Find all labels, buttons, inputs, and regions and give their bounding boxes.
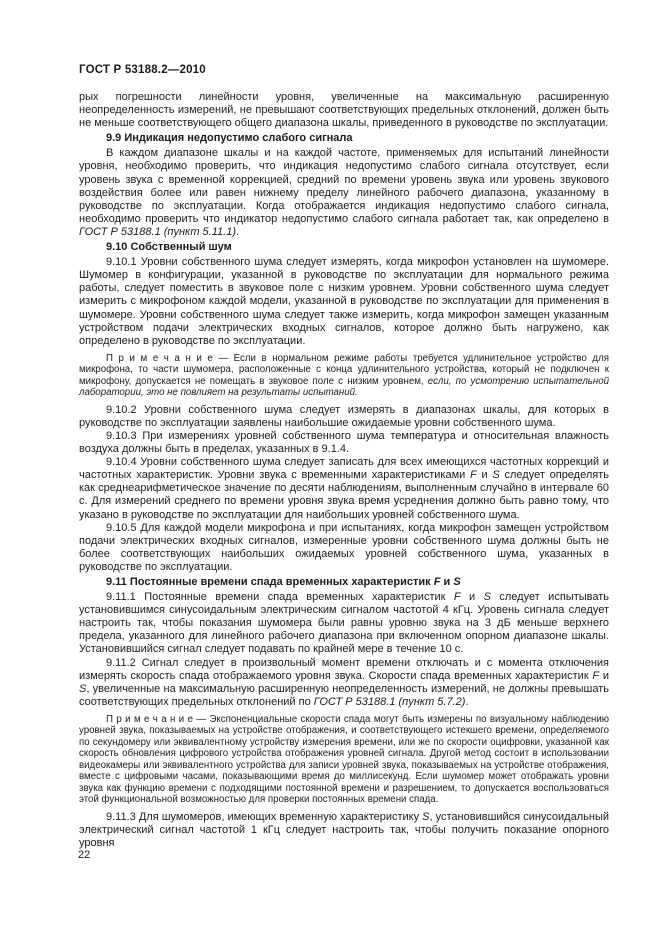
- paragraph-9-10-5: [79, 522, 609, 574]
- text-run: 9.11.1 Постоянные времени спада временных характеристик: [106, 591, 454, 604]
- paragraph-9-10-4: [79, 456, 609, 521]
- text-run: , установившийся синусоидальный электрический сигнал частотой 1 кГц следует настроить так, чтобы получить показание опорного уровня: [79, 810, 609, 850]
- standard-reference: ГОСТ Р 53188.1 (пункт 5.11.1): [79, 225, 236, 238]
- running-header: ГОСТ Р 53188.2—2010: [79, 64, 206, 76]
- note-paragraph: [79, 353, 609, 399]
- text-run: и: [440, 576, 454, 588]
- text-run: и: [476, 469, 493, 482]
- text-run: 9.10 Собственный шум: [106, 241, 232, 254]
- text-run: .: [235, 225, 240, 238]
- section-heading-9-11: [79, 576, 609, 589]
- note-paragraph: [79, 714, 609, 806]
- symbol-F: F: [433, 576, 441, 588]
- paragraph-9-10-2: [79, 404, 609, 430]
- text-run: 9.10.4 Уровни собственного шума следует записать для всех имеющихся частотных коррекций и частотных характеристик. Уровни звука с временными характеристиками: [79, 456, 609, 482]
- text-run: .: [465, 695, 469, 708]
- paragraph-9-10-1: [79, 256, 609, 348]
- text-run: следует испытывать установившимся синусоидальным электрическим сигналом частотой 4 кГц. Уровень сигнала следует настроить так, чтобы показания шумомера были равны уровню звука на 3 дБ меньше верхнего предела, указанного для линейного рабочего диапазона при включенном опорном диапазоне шкалы. Установившийся сигнал следует подавать по крайней мере в течение 10 с.: [79, 591, 609, 656]
- symbol-S: S: [492, 469, 500, 482]
- text-run: 9.10.3 При измерениях уровней собственного шума температура и относительная влажность воздуха должны быть в пределах, указанных в 9.1.4.: [79, 429, 609, 456]
- symbol-F: F: [592, 669, 600, 682]
- symbol-S: S: [483, 591, 491, 604]
- text-run: 9.9 Индикация недопустимо слабого сигнала: [106, 132, 353, 145]
- paragraph-9-9: [79, 147, 609, 239]
- section-heading-9-9: [79, 132, 609, 145]
- symbol-S: S: [79, 682, 87, 695]
- text-run: рых погрешности линейности уровня, увеличенные на максимальную расширенную неопределенность измерений, не превышают соответствующих предельных отклонений, должен быть не меньше соответствующего общего диапазона шкалы, приведенного в руководстве по эксплуатации.: [79, 91, 609, 130]
- page-number: 22: [78, 849, 91, 861]
- text-run: 9.10.2 Уровни собственного шума следует измерять в диапазонах шкалы, для которых в руководстве по эксплуатации заявлены наибольшие ожидаемые уровни собственного шума.: [79, 403, 609, 429]
- text-run: 9.10.5 Для каждой модели микрофона и при испытаниях, когда микрофон замещен устройством подачи электрических входных сигналов, измеренные уровни собственного шума должны быть не более соответствующих наибольших ожидаемых уровней собственного шума, указанных в руководстве по эксплуатации.: [79, 521, 609, 573]
- document-body: [79, 91, 609, 850]
- symbol-F: F: [470, 469, 477, 482]
- text-run: П р и м е ч а н и е — Если в нормальном режиме работы требуется удлинительное устройство для микрофона, то части шумомера, расположенные с конца удлинительного устройства, который не подключен к микрофону, допускается не помещать в звуковое поле с низким уровнем,: [79, 352, 609, 387]
- text-run: 9.11 Постоянные времени спада временных характеристик: [106, 576, 434, 588]
- paragraph-9-10-3: [79, 430, 609, 456]
- text-run: 9.11.3 Для шумомеров, имеющих временную характеристику: [106, 810, 423, 823]
- paragraph-9-11-1: [79, 591, 609, 656]
- paragraph-9-11-3: [79, 811, 609, 850]
- text-run: 9.10.1 Уровни собственного шума следует измерять, когда микрофон установлен на шумомере. Шумомер в конфигурации, указанной в руководстве по эксплуатации для нормального режима работы, следует поместить в звуковое поле с низким уровнем. Уровни собственного шума следует измерить с микрофоном каждой модели, указанной в руководстве по эксплуатации для применения в шумомере. Уровни собственного шума следует также измерить, когда микрофон замещен указанным устройством подачи электрических входных сигналов, которое должно быть нагружено, как определено в руководстве по эксплуатации.: [79, 256, 609, 347]
- text-run: П р и м е ч а н и е — Экспоненциальные скорости спада могут быть измерены по визуальному наблюдению уровней звука, показываемых на устройстве отображения, и соответствующего истекшего времени, определяемого по секундомеру или эквивалентному устройству измерения времени, или же по скорости оцифровки, указанной как скорость обновления цифрового устройства отображения уровней сигнала. Другой метод состоит в использовании видеокамеры или эквивалентного устройства для записи уровней звука, показываемых на устройстве отображения, вместе с цифровыми часами, показывающими время до миллисекунд. Если шумомер может отображать уровни звука как функцию времени с подходящими постоянной времени и разрешением, то допускается воспользоваться этой функциональной возможностью для проверки постоянных времени спада.: [79, 713, 609, 806]
- paragraph-continuation: [79, 91, 609, 130]
- italic-text-run: если, по усмотрению испытательной лаборатории, это не повлияет на результаты испытаний.: [79, 375, 609, 399]
- text-run: В каждом диапазоне шкалы и на каждой частоте, применяемых для испытаний линейности уровня, необходимо проверить, что индикация недопустимо слабого сигнала отсутствует, если уровень звука с временной коррекцией, средний по времени уровень звука или уровень звукового воздействия более или равен нижнему пределу линейного рабочего диапазона, указанному в руководстве по эксплуатации. Когда отображается индикация недопустимо слабого сигнала, необходимо проверить что индикатор недопустимо слабого сигнала работает так, как определено в: [79, 147, 609, 225]
- text-run: и: [599, 669, 609, 682]
- symbol-S: S: [453, 576, 461, 588]
- section-heading-9-10: [79, 241, 609, 254]
- symbol-S: S: [422, 810, 430, 823]
- text-run: 9.11.2 Сигнал следует в произвольный момент времени отключать и с момента отключения измерять скорость спада отображаемого уровня звука. Скорости спада временных характеристик: [79, 656, 609, 682]
- symbol-F: F: [453, 591, 461, 604]
- paragraph-9-11-2: [79, 657, 609, 709]
- standard-reference: ГОСТ Р 53188.1 (пункт 5.7.2): [313, 695, 466, 708]
- text-run: следует определять как среднеарифметическое значение по десяти наблюдениям, выполненным случайно в интервале 60 с. Для измерений среднего по времени уровня звука время усреднения должно быть равно тому, что указано в руководстве по эксплуатации для наибольших уровней собственного шума.: [79, 469, 609, 521]
- text-run: , увеличенные на максимальную расширенную неопределенность измерений, не должны превышать соответствующих предельных отклонений по: [79, 682, 609, 708]
- text-run: и: [460, 591, 484, 604]
